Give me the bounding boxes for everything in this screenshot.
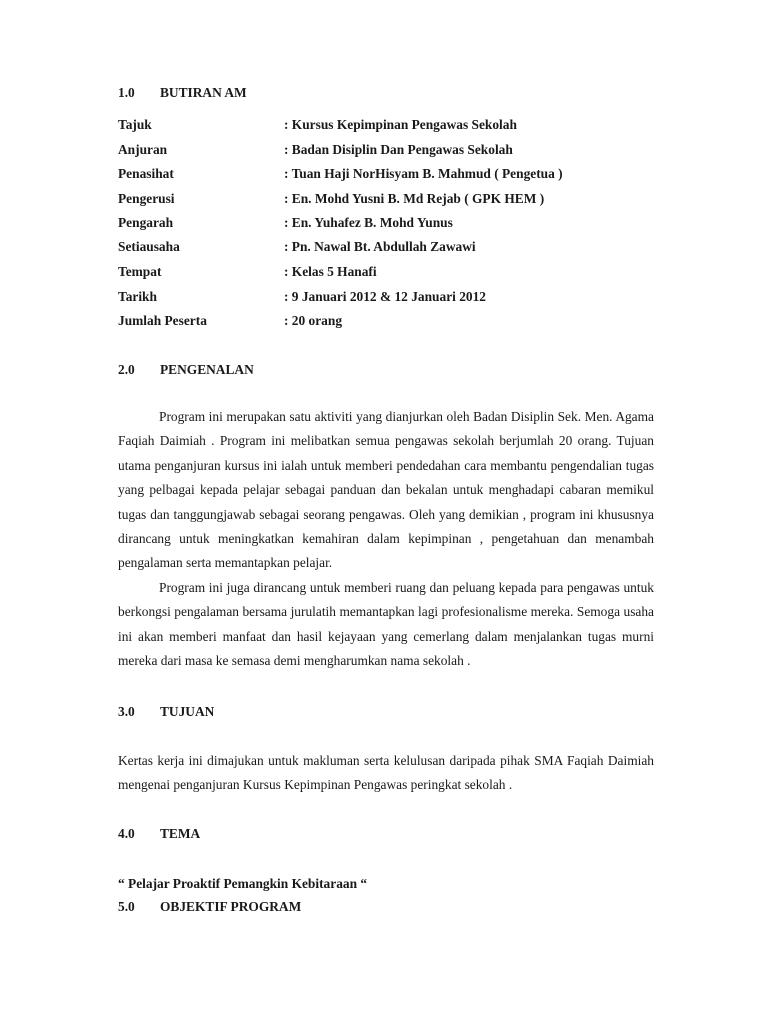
pengenalan-paragraph-1: Program ini merupakan satu aktiviti yang dianjurkan oleh Badan Disiplin Sek. Men. Agama Faqiah Daimiah . Program ini melibatkan semua pengawas sekolah berjumlah 20 orang. Tujuan utama penganjuran kursus ini ialah untuk memberi pendedahan cara membantu pengendalian tugas yang pelbagai kepada pelajar sebagai panduan dan bekalan untuk menghadapi cabaran memikul tugas dan tanggungjawab sebagai seorang pengawas. Oleh yang demikian , program ini khususnya dirancang untuk meningkatkan kemahiran dalam kepimpinan , pengetahuan dan menambah pengalaman serta memantapkan pelajar.	[118, 409, 654, 571]
section-title: TUJUAN	[160, 704, 215, 719]
detail-value: : Kelas 5 Hanafi	[284, 264, 377, 279]
detail-value: : 9 Januari 2012 & 12 Januari 2012	[284, 289, 486, 304]
detail-value: : Badan Disiplin Dan Pengawas Sekolah	[284, 142, 513, 157]
detail-label: Setiausaha	[118, 239, 180, 254]
section-number: 4.0	[118, 826, 135, 841]
section-number: 3.0	[118, 704, 135, 719]
detail-label: Tempat	[118, 264, 162, 279]
detail-label: Penasihat	[118, 166, 174, 181]
detail-value: : Pn. Nawal Bt. Abdullah Zawawi	[284, 239, 476, 254]
detail-label: Tajuk	[118, 117, 152, 132]
detail-value: : 20 orang	[284, 313, 343, 328]
detail-label: Anjuran	[118, 142, 168, 157]
section-number: 5.0	[118, 899, 135, 914]
detail-label: Pengarah	[118, 215, 174, 230]
section-heading-tema	[118, 826, 200, 842]
pengenalan-paragraph-2: Program ini juga dirancang untuk memberi ruang dan peluang kepada para pengawas untuk berkongsi pengalaman bersama jurulatih memantapkan lagi profesionalisme mereka. Semoga usaha ini akan memberi manfaat dan hasil kejayaan yang cemerlang dalam menjalankan tugas murni mereka dari masa ke semasa demi mengharumkan nama sekolah .	[118, 580, 654, 669]
detail-value: : Kursus Kepimpinan Pengawas Sekolah	[284, 117, 517, 132]
tujuan-paragraph: Kertas kerja ini dimajukan untuk makluman serta kelulusan daripada pihak SMA Faqiah Daimiah mengenai penganjuran Kursus Kepimpinan Pengawas peringkat sekolah .	[118, 753, 654, 793]
section-title: BUTIRAN AM	[160, 85, 247, 100]
tema-quote: “ Pelajar Proaktif Pemangkin Kebitaraan “	[118, 876, 368, 891]
detail-label: Pengerusi	[118, 191, 175, 206]
section-number: 2.0	[118, 362, 135, 377]
detail-label: Tarikh	[118, 289, 157, 304]
detail-value: : En. Mohd Yusni B. Md Rejab ( GPK HEM )	[284, 191, 545, 206]
section-title: PENGENALAN	[160, 362, 254, 377]
section-title: OBJEKTIF PROGRAM	[160, 899, 302, 914]
section-heading-tujuan	[118, 704, 214, 720]
section-number: 1.0	[118, 85, 135, 100]
section-heading-pengenalan	[118, 362, 254, 378]
detail-label: Jumlah Peserta	[118, 313, 207, 328]
section-heading-objektif	[118, 899, 301, 915]
section-title: TEMA	[160, 826, 201, 841]
detail-value: : Tuan Haji NorHisyam B. Mahmud ( Pengetua )	[284, 166, 563, 181]
detail-value: : En. Yuhafez B. Mohd Yunus	[284, 215, 453, 230]
section-heading-butiran	[118, 85, 247, 101]
